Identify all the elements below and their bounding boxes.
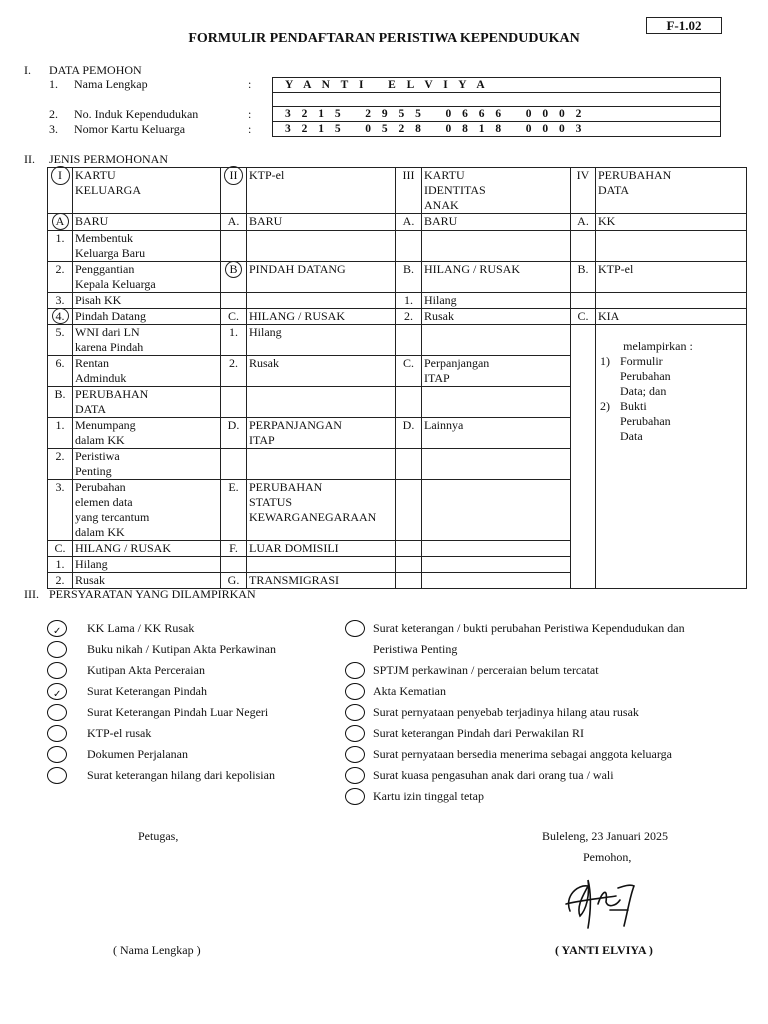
checkbox-circle[interactable] bbox=[47, 725, 67, 742]
circle-selected: II bbox=[224, 166, 243, 185]
kia-h2-label[interactable]: Rusak bbox=[422, 309, 571, 325]
requirement-item bbox=[345, 660, 745, 681]
ktp-hilang-num: C. bbox=[221, 309, 247, 325]
check-icon: ✓ bbox=[53, 689, 62, 700]
kk-r1-num: 1. bbox=[48, 231, 73, 262]
requirement-label: Surat pernyataan bersedia menerima sebagai anggota keluarga bbox=[373, 747, 672, 761]
kia-lainnya-label[interactable]: Lainnya bbox=[422, 418, 571, 449]
requirement-label: Surat keterangan / bukti perubahan Peristiwa Kependudukan dan bbox=[373, 621, 685, 635]
requirements-left bbox=[47, 618, 337, 786]
ktp-perpanjangan-num: D. bbox=[221, 418, 247, 449]
nokk-value: 3 2 1 5 0 5 2 8 0 8 1 8 0 0 0 3 bbox=[285, 123, 586, 135]
requirement-item bbox=[345, 744, 745, 765]
ktp-pindah-label: PINDAH DATANG bbox=[247, 262, 396, 293]
field-label-nama: Nama Lengkap bbox=[74, 77, 148, 91]
ktp-baru-label[interactable]: BARU bbox=[247, 214, 396, 231]
ktp-perpanjangan-label[interactable]: PERPANJANGAN ITAP bbox=[247, 418, 396, 449]
kk-h2-label[interactable]: Rusak bbox=[73, 573, 221, 589]
pd-kia-num: C. bbox=[571, 309, 596, 325]
col-kia-label: KARTU IDENTITAS ANAK bbox=[422, 168, 571, 214]
kk-p1-num: 1. bbox=[48, 418, 73, 449]
kk-r3-num: 3. bbox=[48, 293, 73, 309]
col-pd-num: IV bbox=[571, 168, 596, 214]
checkbox-circle[interactable] bbox=[345, 662, 365, 679]
requirement-item bbox=[47, 681, 337, 702]
field-colon: : bbox=[248, 122, 252, 136]
pd-kk-num: A. bbox=[571, 214, 596, 231]
nik-field[interactable] bbox=[272, 106, 721, 122]
ktp-luar-num: F. bbox=[221, 541, 247, 557]
requirement-item bbox=[345, 681, 745, 702]
ktp-status-label[interactable]: PERUBAHAN STATUS KEWARGANEGARAAN bbox=[247, 480, 396, 541]
circle-selected: I bbox=[51, 166, 70, 185]
requirement-item bbox=[47, 660, 337, 681]
circle-selected: A bbox=[52, 213, 69, 230]
signature-image bbox=[558, 866, 668, 936]
col-ktp-label: KTP-el bbox=[247, 168, 396, 214]
requirement-item bbox=[345, 702, 745, 723]
checkbox-circle[interactable] bbox=[47, 767, 67, 784]
kia-perpanjangan-label[interactable]: Perpanjangan ITAP bbox=[422, 356, 571, 387]
checkbox-circle[interactable] bbox=[345, 683, 365, 700]
requirement-label: Surat keterangan hilang dari kepolisian bbox=[87, 768, 275, 782]
field-label-nik: No. Induk Kependudukan bbox=[74, 107, 199, 121]
lampiran-num: 1) bbox=[600, 354, 610, 368]
section3-num: III. bbox=[24, 587, 39, 601]
section1-heading: DATA PEMOHON bbox=[49, 63, 142, 77]
col-kia-num: III bbox=[396, 168, 422, 214]
nama-field[interactable] bbox=[272, 77, 721, 93]
section1-num: I. bbox=[24, 63, 31, 77]
pemohon-label: Pemohon, bbox=[583, 850, 632, 864]
lampiran-note bbox=[596, 325, 747, 589]
kk-r6-num: 6. bbox=[48, 356, 73, 387]
requirement-label: Surat kuasa pengasuhan anak dari orang tua / wali bbox=[373, 768, 614, 782]
field-num: 1. bbox=[49, 77, 58, 91]
field-num: 2. bbox=[49, 107, 58, 121]
kk-perubahan-label[interactable]: PERUBAHAN DATA bbox=[73, 387, 221, 418]
lampiran-item: Bukti Perubahan Data bbox=[620, 399, 671, 443]
section2-num: II. bbox=[24, 152, 35, 166]
requirement-label: Buku nikah / Kutipan Akta Perkawinan bbox=[87, 642, 276, 656]
checkbox-circle[interactable] bbox=[47, 620, 67, 637]
field-num: 3. bbox=[49, 122, 58, 136]
kk-hilang-num: C. bbox=[48, 541, 73, 557]
requirement-item bbox=[47, 744, 337, 765]
kk-h1-label[interactable]: Hilang bbox=[73, 557, 221, 573]
kk-r1-label[interactable]: Membentuk Keluarga Baru bbox=[73, 231, 221, 262]
pemohon-name: ( YANTI ELVIYA ) bbox=[555, 943, 653, 957]
checkbox-circle[interactable] bbox=[47, 662, 67, 679]
checkbox-circle[interactable] bbox=[345, 704, 365, 721]
field-colon: : bbox=[248, 77, 252, 91]
kk-p3-num: 3. bbox=[48, 480, 73, 541]
requirement-item bbox=[47, 723, 337, 744]
requirements-right bbox=[345, 618, 745, 807]
requirement-label: Surat pernyataan penyebab terjadinya hilang atau rusak bbox=[373, 705, 639, 719]
pd-kia-label[interactable]: KIA bbox=[596, 309, 747, 325]
lampiran-heading: melampirkan : bbox=[623, 339, 693, 353]
requirement-item bbox=[47, 639, 337, 660]
section2-heading: JENIS PERMOHONAN bbox=[49, 152, 169, 166]
checkbox-circle[interactable] bbox=[345, 725, 365, 742]
kk-p1-label[interactable]: Menumpang dalam KK bbox=[73, 418, 221, 449]
nokk-field[interactable] bbox=[272, 121, 721, 137]
kk-h1-num: 1. bbox=[48, 557, 73, 573]
kk-r5-label[interactable]: WNI dari LN karena Pindah bbox=[73, 325, 221, 356]
col-pd-label: PERUBAHAN DATA bbox=[596, 168, 747, 214]
col-ktp-num[interactable] bbox=[221, 168, 247, 214]
lampiran-item: Formulir Perubahan Data; dan bbox=[620, 354, 671, 398]
checkbox-circle[interactable] bbox=[47, 746, 67, 763]
kia-hilang-num: B. bbox=[396, 262, 422, 293]
pd-ktp-label[interactable]: KTP-el bbox=[596, 262, 747, 293]
requirement-item bbox=[47, 765, 337, 786]
requirement-label: Surat Keterangan Pindah Luar Negeri bbox=[87, 705, 269, 719]
kia-h2-num: 2. bbox=[396, 309, 422, 325]
check-icon: ✓ bbox=[53, 626, 62, 637]
requirement-item bbox=[345, 786, 745, 807]
kk-r4-option[interactable] bbox=[48, 309, 73, 325]
requirement-label: Surat Keterangan Pindah bbox=[87, 684, 207, 698]
kia-perpanjangan-num: C. bbox=[396, 356, 422, 387]
kk-hilang-label[interactable]: HILANG / RUSAK bbox=[73, 541, 221, 557]
kia-hilang-label[interactable]: HILANG / RUSAK bbox=[422, 262, 571, 293]
pd-kk-label[interactable]: KK bbox=[596, 214, 747, 231]
kk-p2-num: 2. bbox=[48, 449, 73, 480]
kk-r2-label[interactable]: Penggantian Kepala Keluarga bbox=[73, 262, 221, 293]
kia-baru-label[interactable]: BARU bbox=[422, 214, 571, 231]
field-colon: : bbox=[248, 107, 252, 121]
kk-r5-num: 5. bbox=[48, 325, 73, 356]
kk-p2-label[interactable]: Peristiwa Penting bbox=[73, 449, 221, 480]
checkbox-circle[interactable] bbox=[345, 788, 365, 805]
circle-selected: 4. bbox=[52, 308, 69, 324]
nama-field-extra[interactable] bbox=[272, 92, 721, 107]
kia-baru-num: A. bbox=[396, 214, 422, 231]
nik-value: 3 2 1 5 2 9 5 5 0 6 6 6 0 0 0 2 bbox=[285, 108, 586, 120]
requirement-label: Dokumen Perjalanan bbox=[87, 747, 188, 761]
kk-p3-label[interactable]: Perubahan elemen data yang tercantum dalam KK bbox=[73, 480, 221, 541]
ktp-trans-num: G. bbox=[221, 573, 247, 589]
kk-baru-label: BARU bbox=[73, 214, 221, 231]
ktp-h1-num: 1. bbox=[221, 325, 247, 356]
kia-h1-label[interactable]: Hilang bbox=[422, 293, 571, 309]
requirement-label-cont: Peristiwa Penting bbox=[373, 642, 458, 656]
checkbox-circle[interactable] bbox=[345, 746, 365, 763]
checkbox-circle[interactable] bbox=[47, 683, 67, 700]
ktp-pindah-option[interactable] bbox=[221, 262, 247, 293]
pd-ktp-num: B. bbox=[571, 262, 596, 293]
requirement-label: Kartu izin tinggal tetap bbox=[373, 789, 484, 803]
petugas-label: Petugas, bbox=[138, 829, 179, 843]
jenis-permohonan-table bbox=[47, 167, 747, 589]
kia-lainnya-num: D. bbox=[396, 418, 422, 449]
form-code: F-1.02 bbox=[646, 17, 722, 34]
requirement-label: Akta Kematian bbox=[373, 684, 446, 698]
petugas-name: ( Nama Lengkap ) bbox=[113, 943, 201, 957]
kia-h1-num: 1. bbox=[396, 293, 422, 309]
checkbox-circle[interactable] bbox=[47, 641, 67, 658]
kk-r3-label[interactable]: Pisah KK bbox=[73, 293, 221, 309]
ktp-status-num: E. bbox=[221, 480, 247, 541]
ktp-trans-label[interactable]: TRANSMIGRASI bbox=[247, 573, 396, 589]
checkbox-circle[interactable] bbox=[345, 620, 365, 637]
circle-selected: B bbox=[225, 261, 242, 278]
ktp-luar-label[interactable]: LUAR DOMISILI bbox=[247, 541, 396, 557]
ktp-h2-label[interactable]: Rusak bbox=[247, 356, 396, 387]
requirement-label: Surat keterangan Pindah dari Perwakilan RI bbox=[373, 726, 584, 740]
nama-value: Y A N T I E L V I Y A bbox=[285, 79, 489, 91]
place-date: Buleleng, 23 Januari 2025 bbox=[542, 829, 668, 843]
col-kk-num[interactable] bbox=[48, 168, 73, 214]
requirement-label: KTP-el rusak bbox=[87, 726, 152, 740]
col-kk-label: KARTU KELUARGA bbox=[73, 168, 221, 214]
form-title: FORMULIR PENDAFTARAN PERISTIWA KEPENDUDUKAN bbox=[188, 31, 580, 46]
kk-perubahan-num: B. bbox=[48, 387, 73, 418]
ktp-baru-num: A. bbox=[221, 214, 247, 231]
checkbox-circle[interactable] bbox=[47, 704, 67, 721]
ktp-hilang-label[interactable]: HILANG / RUSAK bbox=[247, 309, 396, 325]
requirement-label: Kutipan Akta Perceraian bbox=[87, 663, 205, 677]
requirement-item bbox=[47, 702, 337, 723]
requirement-label: SPTJM perkawinan / perceraian belum tercatat bbox=[373, 663, 599, 677]
kk-baru-option[interactable] bbox=[48, 214, 73, 231]
ktp-h1-label[interactable]: Hilang bbox=[247, 325, 396, 356]
requirement-label: KK Lama / KK Rusak bbox=[87, 621, 195, 635]
requirement-item bbox=[47, 618, 337, 639]
checkbox-circle[interactable] bbox=[345, 767, 365, 784]
kk-r2-num: 2. bbox=[48, 262, 73, 293]
requirement-item bbox=[345, 765, 745, 786]
kk-h2-num: 2. bbox=[48, 573, 73, 589]
lampiran-num: 2) bbox=[600, 399, 610, 413]
requirement-item bbox=[345, 618, 745, 639]
kk-r4-label: Pindah Datang bbox=[73, 309, 221, 325]
kk-r6-label[interactable]: Rentan Adminduk bbox=[73, 356, 221, 387]
requirement-item bbox=[345, 723, 745, 744]
ktp-h2-num: 2. bbox=[221, 356, 247, 387]
section3-heading: PERSYARATAN YANG DILAMPIRKAN bbox=[49, 587, 256, 601]
field-label-kk: Nomor Kartu Keluarga bbox=[74, 122, 186, 136]
